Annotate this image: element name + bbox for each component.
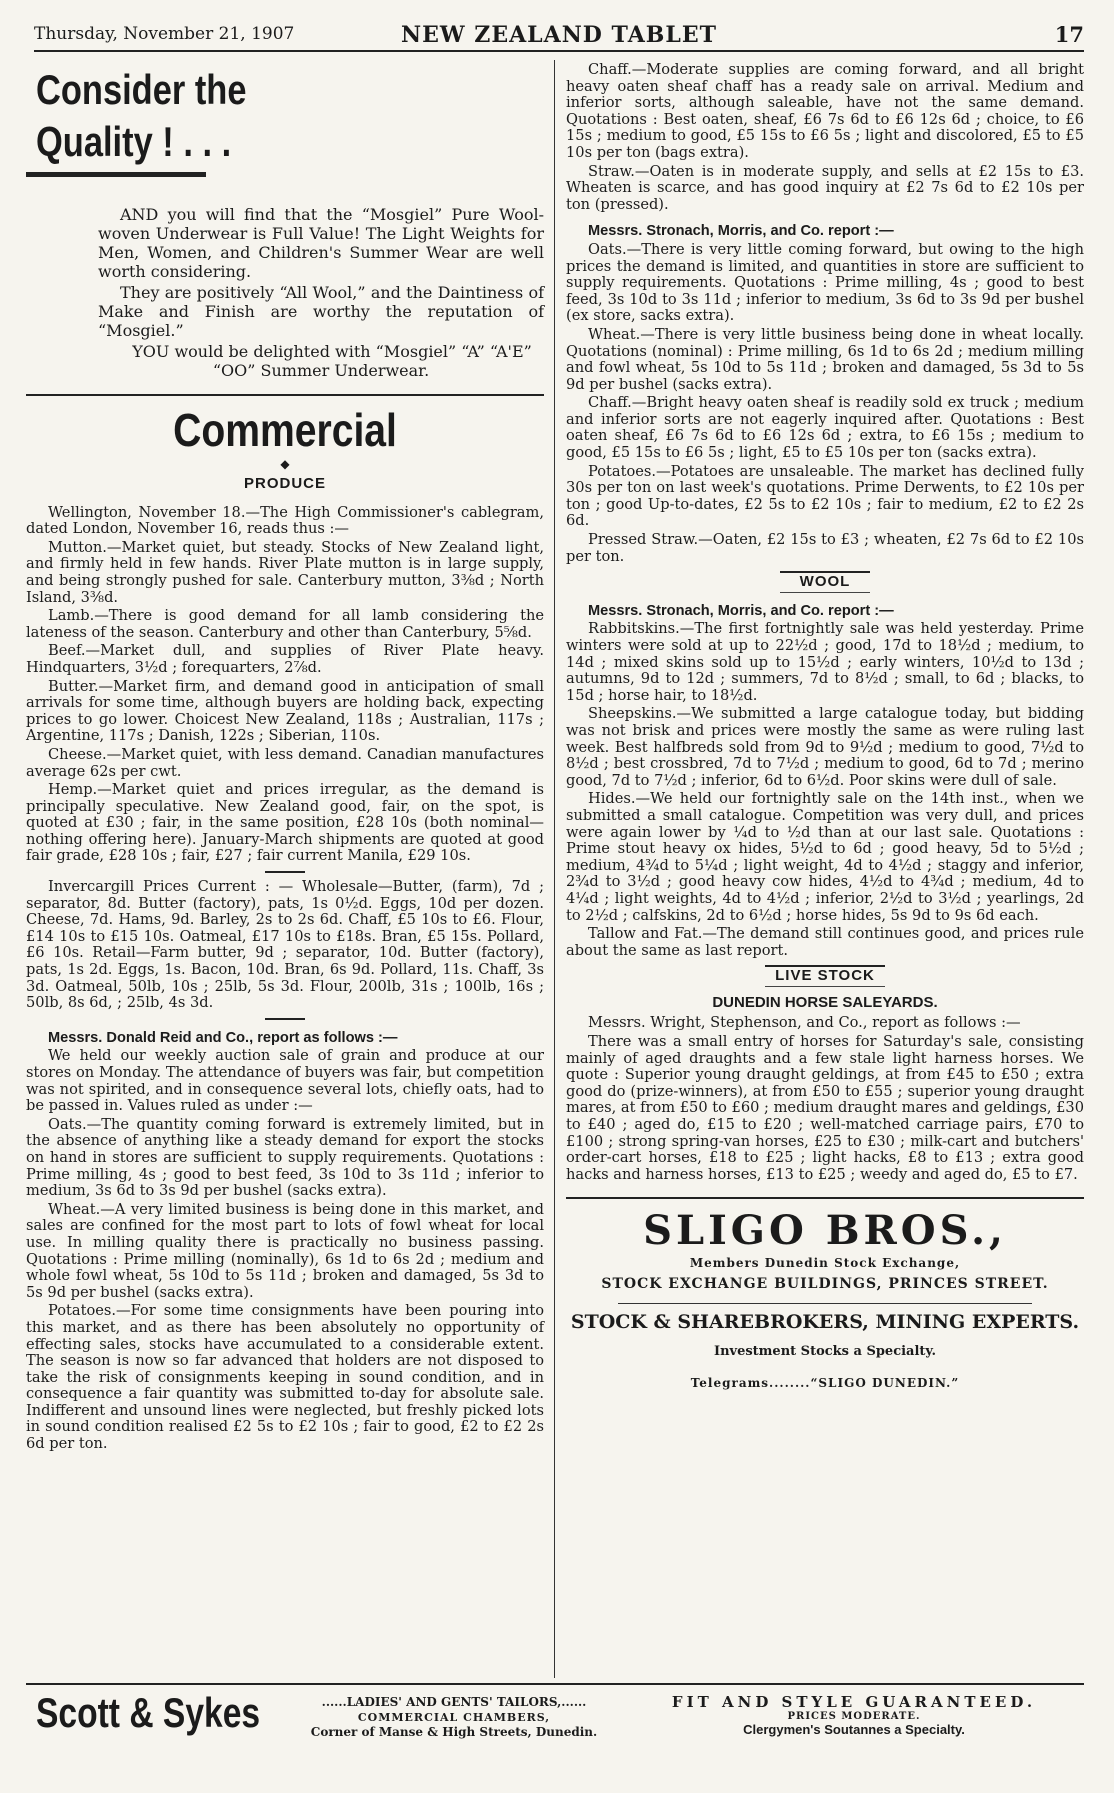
produce-paragraph: Beef.—Market dull, and supplies of River Plate heavy. Hindquarters, 3½d ; forequarters, 2⅞d. <box>26 642 544 676</box>
ad-paragraph: YOU would be delighted with “Mosgiel” “A” “A'E” “OO” Summer Underwear. <box>132 342 532 380</box>
ad-paragraph: AND you will find that the “Mosgiel” Pure Wool-woven Underwear is Full Value! The Light Weights for Men, Women, and Children's Summer Wear are well worth considering. <box>98 205 544 281</box>
livestock-heading: LIVE STOCK <box>765 965 885 987</box>
commercial-heading: Commercial <box>173 404 397 456</box>
wool-heading: WOOL <box>780 571 870 593</box>
footer-business-name: Scott & Sykes <box>36 1689 261 1736</box>
footer-right-block <box>644 1693 1064 1737</box>
stronach-paragraph: Pressed Straw.—Oaten, £2 15s to £3 ; wheaten, £2 7s 6d to £2 10s per ton. <box>566 531 1084 565</box>
mosgiel-advertisement <box>26 66 544 380</box>
invercargill-prices: Invercargill Prices Current : — Wholesale—Butter, (farm), 7d ; separator, 8d. Butter (factory), pats, 1s 0½d. Eggs, 10d per dozen. Cheese, 7d. Hams, 9d. Barley, 2s to 2s 6d. Chaff, £5 10s to £6. Flour, £14 10s to £15 10s. Oatmeal, £17 10s to £18s. Bran, £5 15s. Pollard, £6 10s. Retail—Farm butter, 9d ; separator, 10d. Butter (factory), pats, 1s 2d. Eggs, 1s. Bacon, 10d. Bran, 6s 9d. Pollard, 11s. Chaff, 3s 3d. Oatmeal, 50lb, 10s ; 25lb, 5s 3d. Flour, 200lb, 31s ; 100lb, 16s ; 50lb, 8s 6d, ; 25lb, 4s 3d. <box>26 878 544 1012</box>
straw-paragraph: Straw.—Oaten is in moderate supply, and sells at £2 15s to £3. Wheaten is scarce, and has good inquiry at £2 7s 6d to £2 10s per ton (pressed). <box>566 162 1084 213</box>
ornament-diamond-icon: ◆ <box>280 457 290 471</box>
column-divider <box>554 60 555 1678</box>
wool-paragraph: Sheepskins.—We submitted a large catalogue today, but bidding was not brisk and prices were mostly the same as were ruling last week. Best halfbreds sold from 9d to 9½d ; medium to good, 7½d to 8½d ; best crossbred, 7d to 7½d ; medium to good, 6d to 7d ; merino good, 7d to 7½d ; inferior, 6d to 6½d. Poor skins were dull of sale. <box>566 705 1084 789</box>
footer-prices: PRICES MODERATE. <box>787 1711 921 1722</box>
sligo-address: STOCK EXCHANGE BUILDINGS, PRINCES STREET. <box>601 1276 1049 1292</box>
sligo-divider <box>618 1303 1032 1304</box>
produce-heading: PRODUCE <box>243 475 326 492</box>
stronach-paragraph: Chaff.—Bright heavy oaten sheaf is readily sold ex truck ; medium and inferior sorts are not eagerly inquired after. Quotations : Best oaten sheaf, £6 7s 6d to £6 12s 6d ; extra, to £6 15s ; medium to good, £5 15s to £6 5s ; light, £5 to £5 10s per ton (sacks extra). <box>566 394 1084 462</box>
wool-paragraph: Tallow and Fat.—The demand still continues good, and prices rule about the same as last report. <box>566 925 1084 959</box>
stronach-paragraph: Oats.—There is very little coming forward, but owing to the high prices the demand is limited, and quantities in store are sufficient to supply requirements. Quotations : Prime milling, 4s ; good to best feed, 3s 10d to 3s 11d ; inferior to medium, 3s 6d to 3s 9d per bushel (ex store, sacks extra). <box>566 240 1084 325</box>
issue-date: Thursday, November 21, 1907 <box>34 24 295 44</box>
footer-address-line: Corner of Manse & High Streets, Dunedin. <box>310 1725 598 1739</box>
footer-chambers-line: COMMERCIAL CHAMBERS, <box>357 1711 551 1724</box>
produce-paragraph: Cheese.—Market quiet, with less demand. Canadian manufactures average 62s per cwt. <box>26 745 544 780</box>
stronach-paragraph: Potatoes.—Potatoes are unsaleable. The market has declined fully 30s per ton on last week's quotations. Prime Derwents, to £2 10s per ton ; good Up-to-dates, £2 5s to £2 10s ; fair to medium, £2 to £2 2s 6d. <box>566 462 1084 530</box>
reid-paragraph: Potatoes.—For some time consignments have been pouring into this market, and as there has been absolutely no opportunity of effecting sales, stocks have accumulated to a considerable extent. The season is now so far advanced that holders are not disposed to take the risk of consignments keeping in sound condition, and in consequence a fair quantity was submitted to-day for absolute sale. Indifferent and unsound lines were neglected, but freshly picked lots in sound condition realised £2 5s to £2 10s ; fair to good, £2 to £2 2s 6d per ton. <box>26 1302 544 1453</box>
wool-paragraph: Hides.—We held our fortnightly sale on the 14th inst., when we submitted a small catalogue. Competition was very dull, and prices were again lower by ¼d to ½d than at our last sale. Quotations : Prime stout heavy ox hides, 5½d to 6d ; good heavy, 5d to 5½d ; medium, 4¾d to 5¼d ; light weight, 4d to 4½d ; staggy and inferior, 2¾d to 3½d ; good heavy cow hides, 4½d to 4¾d ; medium, 4d to 4¼d ; light weights, 4d to 4½d ; inferior, 2½d to 3½d ; yearlings, 2d to 2½d ; calfskins, 2d to 6½d ; horse hides, 5s 9d to 9s 6d each. <box>566 790 1084 924</box>
wool-report-heading: Messrs. Stronach, Morris, and Co. report :— <box>588 602 894 619</box>
reid-paragraph: Oats.—The quantity coming forward is extremely limited, but in the absence of anything like a steady demand for export the stocks on hand in stores are sufficient to supply requirements. Quotations : Prime milling, 4s ; good to best feed, 3s 10d to 3s 11d ; inferior to medium, 3s 6d to 3s 9d per bushel (sacks extra). <box>26 1115 544 1200</box>
stronach-paragraph: Wheat.—There is very little business being done in wheat locally. Quotations (nominal) : Prime milling, 6s 1d to 6s 2d ; medium milling and fowl wheat, 5s 10d to 5s 11d ; broken and damaged, 5s 3d to 5s 9d per bushel (sacks extra). <box>566 325 1084 393</box>
wool-paragraph: Rabbitskins.—The first fortnightly sale was held yesterday. Prime winters were sold at up to 22½d ; good, 17d to 18½d ; medium, to 14d ; mixed skins sold up to 15½d ; early winters, 10½d to 13d ; autumns, 9d to 12d ; summers, 7d to 8½d ; small, to 6d ; blacks, to 15d ; horse hair, to 18½d. <box>566 620 1084 704</box>
produce-paragraph: Lamb.—There is good demand for all lamb considering the lateness of the season. Canterbury and other than Canterbury, 5⅝d. <box>26 607 544 641</box>
ad-heading-line1: Consider the <box>36 66 247 113</box>
produce-paragraph: Mutton.—Market quiet, but steady. Stocks of New Zealand light, and firmly held in few hands. River Plate mutton is in large supply, and being strongly pushed for sale. Canterbury mutton, 3⅜d ; North Island, 3⅜d. <box>26 538 544 606</box>
scott-sykes-advertisement <box>26 1683 1084 1745</box>
sligo-name: SLIGO BROS., <box>643 1207 1007 1255</box>
newspaper-title: NEW ZEALAND TABLET <box>401 22 717 48</box>
page-number: 17 <box>1054 22 1084 47</box>
reid-report-heading: Messrs. Donald Reid and Co., report as follows :— <box>48 1029 398 1046</box>
footer-guarantee: FIT AND STYLE GUARANTEED. <box>671 1693 1037 1711</box>
reid-paragraph: Wheat.—A very limited business is being done in this market, and sales are confined for the most part to lots of fowl wheat for local use. In milling quality there is practically no business passing. Quotations : Prime milling (nominally), 6s 1d to 6s 2d ; medium and whole fowl wheat, 5s 10d to 5s 11d ; broken and damaged, 5s 3d to 5s 9d per bushel (sacks extra). <box>26 1200 544 1301</box>
footer-center-block <box>294 1695 614 1740</box>
footer-soutannes: Clergymen's Soutannes a Specialty. <box>743 1722 965 1737</box>
sligo-advertisement <box>566 1197 1084 1391</box>
footer-tailors-line: ......LADIES' AND GENTS' TAILORS,...... <box>321 1695 587 1709</box>
ad-body <box>98 205 544 380</box>
ad-underline <box>26 172 206 177</box>
short-rule <box>265 871 305 873</box>
livestock-paragraph: There was a small entry of horses for Saturday's sale, consisting mainly of aged draughts and a few stale light harness horses. We quote : Superior young draught geldings, at from £45 to £50 ; extra good do (prize-winners), at from £50 to £55 ; superior young draught mares, at from £50 to £60 ; medium draught mares and geldings, £30 to £40 ; aged do, £15 to £20 ; well-matched carriage pairs, £70 to £100 ; strong spring-van horses, £25 to £30 ; milk-cart and butchers' order-cart horses, £18 to £25 ; light hacks, £8 to £13 ; extra good hacks and harness horses, £13 to £25 ; weedy and aged do, £5 to £7. <box>566 1033 1084 1183</box>
livestock-paragraph: Messrs. Wright, Stephenson, and Co., report as follows :— <box>588 1014 1021 1032</box>
stronach-report-heading: Messrs. Stronach, Morris, and Co. report :— <box>588 223 894 240</box>
sligo-telegrams: Telegrams........“SLIGO DUNEDIN.” <box>690 1375 960 1390</box>
sligo-services: STOCK & SHAREBROKERS, MINING EXPERTS. <box>570 1310 1080 1333</box>
short-rule <box>265 1018 305 1020</box>
section-separator <box>26 394 544 396</box>
dunedin-saleyards-heading: DUNEDIN HORSE SALEYARDS. <box>712 993 938 1011</box>
masthead <box>34 22 1084 52</box>
sligo-members: Members Dunedin Stock Exchange, <box>689 1256 961 1271</box>
reid-paragraph: We held our weekly auction sale of grain and produce at our stores on Monday. The attendance of buyers was fair, but competition was not spirited, and in consequence several lots, chiefly oats, had to be passed in. Values ruled as under :— <box>26 1047 544 1115</box>
ad-heading-line2: Quality ! . . . <box>36 118 232 165</box>
right-column <box>566 62 1084 1391</box>
produce-paragraph: Wellington, November 18.—The High Commissioner's cablegram, dated London, November 16, reads thus :— <box>26 503 544 538</box>
produce-paragraph: Hemp.—Market quiet and prices irregular, as the demand is principally speculative. New Zealand good, fair, on the spot, is quoted at £30 ; fair, in the same position, £28 10s (both nominal—nothing offering here). January-March shipments are quoted at good fair grade, £28 10s ; fair, £27 ; fair current Manila, £29 10s. <box>26 781 544 865</box>
sligo-specialty: Investment Stocks a Specialty. <box>713 1344 937 1360</box>
produce-paragraph: Butter.—Market firm, and demand good in anticipation of small arrivals for some time, although buyers are holding back, expecting prices to go lower. Choicest New Zealand, 118s ; Australian, 117s ; Argentine, 117s ; Danish, 122s ; Siberian, 110s. <box>26 677 544 745</box>
left-column <box>26 62 544 1455</box>
ad-paragraph: They are positively “All Wool,” and the Daintiness of Make and Finish are worthy the reputation of “Mosgiel.” <box>98 283 544 340</box>
chaff-paragraph: Chaff.—Moderate supplies are coming forward, and all bright heavy oaten sheaf chaff has a ready sale on arrival. Medium and inferior sorts, although saleable, have not the same demand. Quotations : Best oaten, sheaf, £6 7s 6d to £6 12s 6d ; choice, to £6 15s ; medium to good, £5 15s to £6 5s ; light and discolored, £5 to £5 10s per ton (bags extra). <box>566 61 1084 161</box>
